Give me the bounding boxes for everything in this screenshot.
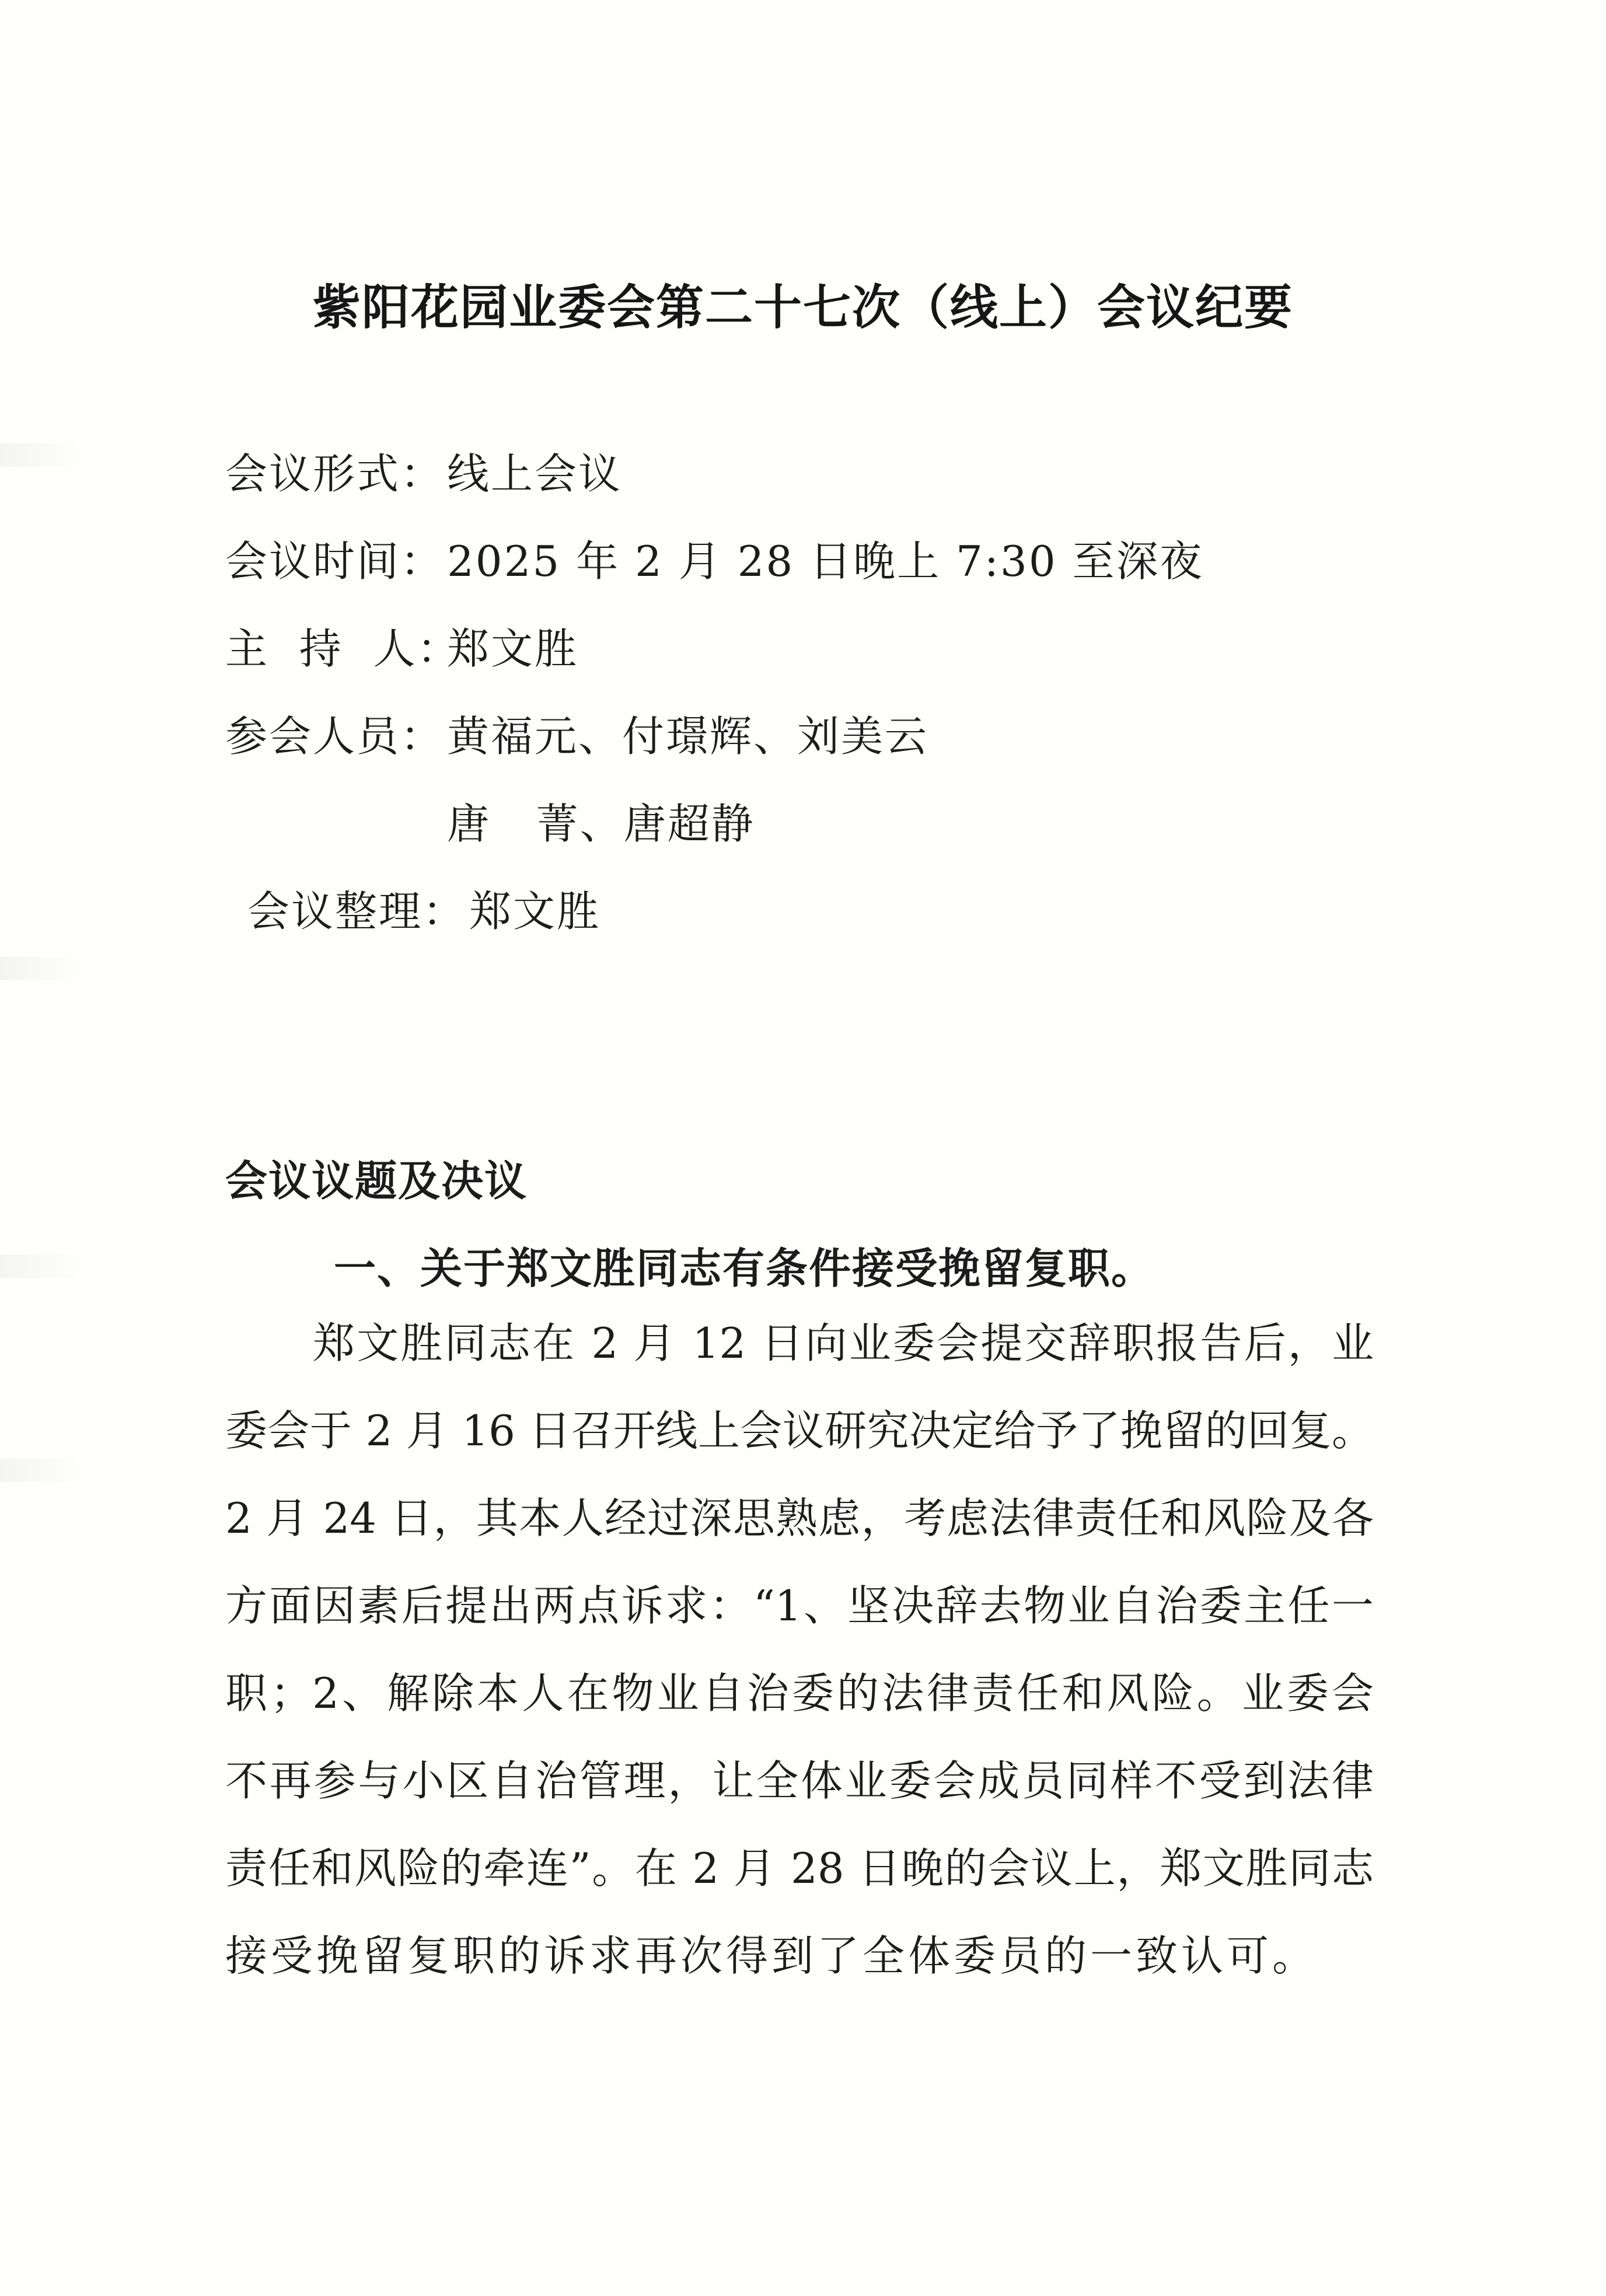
info-label: 主 持 人： (225, 624, 461, 673)
info-value: 郑文胜 (447, 624, 579, 673)
info-value: 2025 年 2 月 28 日晚上 7:30 至深夜 (447, 537, 1204, 586)
scan-artifact (0, 1459, 82, 1482)
paragraph-line: 职；2、解除本人在物业自治委的法律责任和风险。业委会 (225, 1669, 1374, 1718)
agenda-item-heading: 一、关于郑文胜同志有条件接受挽留复职。 (334, 1243, 1155, 1293)
info-row-format (225, 449, 623, 498)
info-label: 会议形式： (225, 449, 445, 498)
scan-artifact (0, 1254, 82, 1278)
paragraph-line: 接受挽留复职的诉求再次得到了全体委员的一致认可。 (225, 1931, 1318, 1980)
paragraph-line: 不再参与小区自治管理，让全体业委会成员同样不受到法律 (225, 1756, 1374, 1805)
paragraph-line: 方面因素后提出两点诉求：“1、坚决辞去物业自治委主任一 (225, 1581, 1374, 1630)
info-label: 会议整理： (247, 887, 467, 936)
document-title: 紫阳花园业委会第二十七次（线上）会议纪要 (312, 279, 1293, 336)
attendees-continued: 唐 菁、唐超静 (447, 799, 755, 848)
info-row-time (225, 537, 1204, 586)
info-row-attendees (225, 712, 929, 761)
section-heading: 会议议题及决议 (225, 1156, 528, 1205)
info-row-organizer (247, 887, 601, 936)
paragraph-line: 2 月 24 日，其本人经过深思熟虑，考虑法律责任和风险及各 (225, 1494, 1374, 1543)
info-row-host (225, 624, 579, 673)
info-value: 郑文胜 (469, 887, 601, 936)
info-value: 线上会议 (447, 449, 623, 498)
info-label: 参会人员： (225, 712, 445, 761)
info-value: 黄福元、付璟辉、刘美云 (447, 712, 929, 761)
paragraph-line: 责任和风险的牵连”。在 2 月 28 日晚的会议上，郑文胜同志 (225, 1844, 1374, 1893)
paragraph-line: 郑文胜同志在 2 月 12 日向业委会提交辞职报告后，业 (313, 1319, 1374, 1368)
paragraph-line: 委会于 2 月 16 日召开线上会议研究决定给予了挽留的回复。 (225, 1406, 1374, 1455)
scan-artifact (0, 443, 82, 467)
scan-artifact (0, 957, 82, 980)
info-label: 会议时间： (225, 537, 445, 586)
